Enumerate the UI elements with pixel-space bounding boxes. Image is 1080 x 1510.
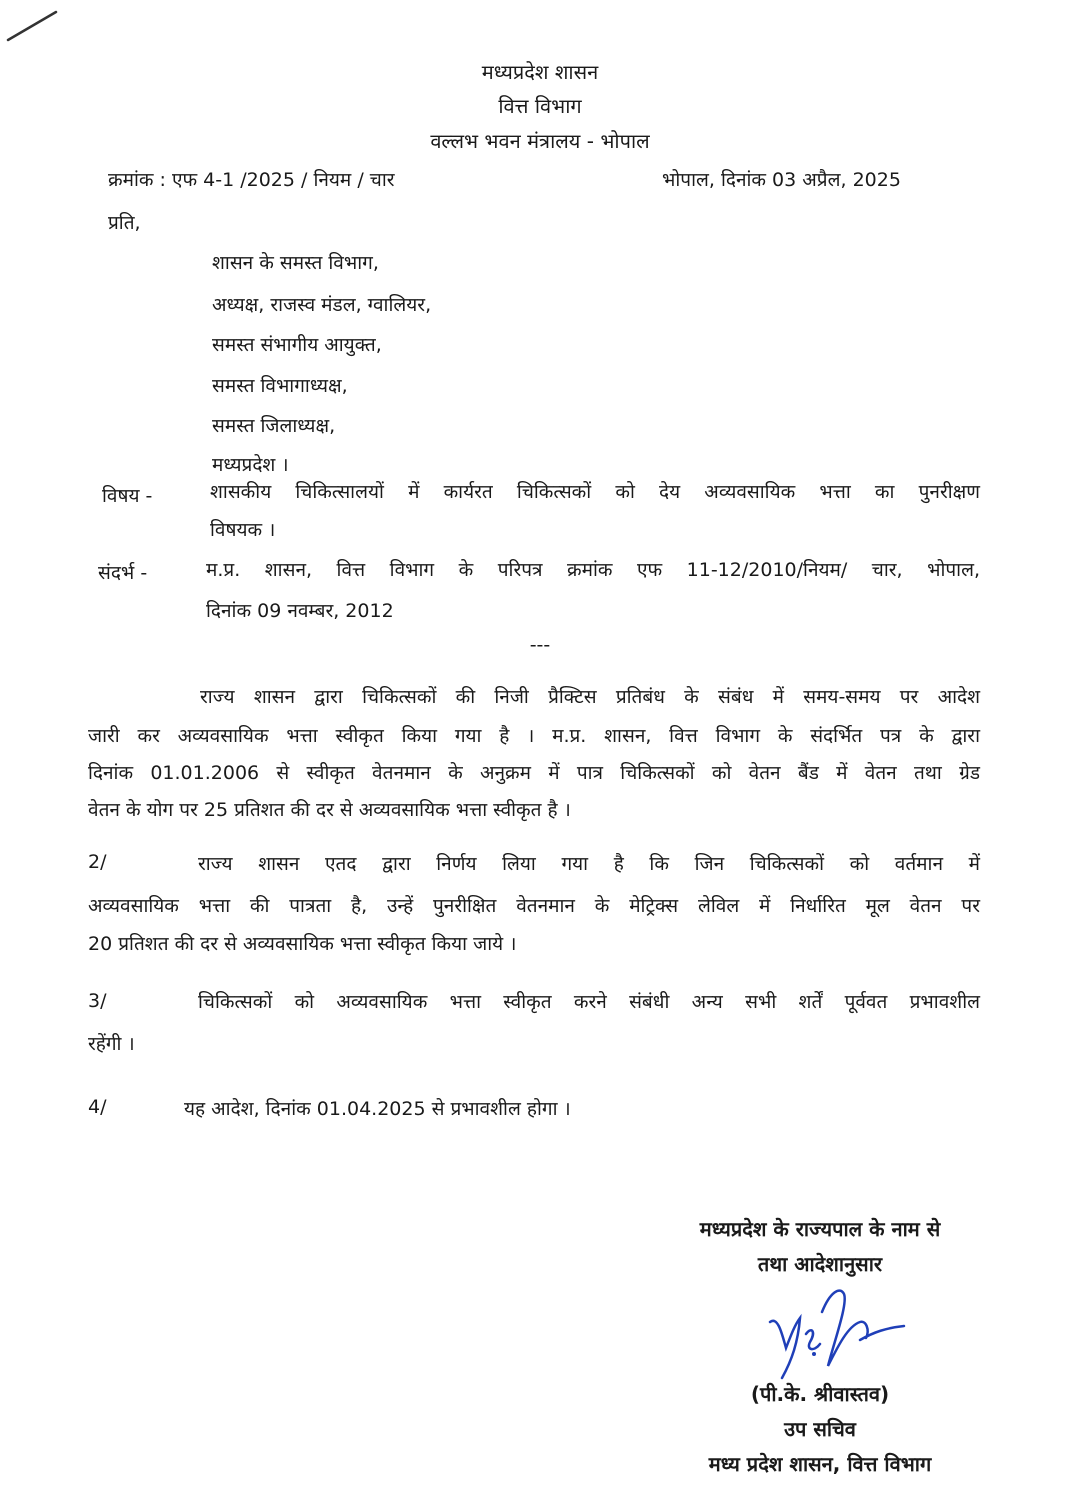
para3-number: 3/: [88, 990, 107, 1012]
para4-line: यह आदेश, दिनांक 01.04.2025 से प्रभावशील होगा ।: [184, 1098, 571, 1120]
to-label: प्रति,: [108, 212, 141, 234]
para3-line: रहेंगी ।: [88, 1033, 135, 1055]
para1-line: जारी कर अव्यवसायिक भत्ता स्वीकृत किया गया है । म.प्र. शासन, वित्त विभाग के संदर्भित पत्र के द्वारा: [88, 725, 980, 747]
para1-line: दिनांक 01.01.2006 से स्वीकृत वेतनमान के अनुक्रम में पात्र चिकित्सकों को वेतन बैंड में वेतन तथा ग्रेड: [88, 762, 980, 784]
header-department: वित्त विभाग: [498, 94, 582, 118]
subject-line: विषयक ।: [210, 519, 276, 541]
separator: ---: [529, 634, 551, 656]
reference-label: संदर्भ -: [98, 562, 148, 584]
corner-pen-mark: [0, 0, 80, 60]
signatory-name: (पी.के. श्रीवास्तव): [750, 1382, 890, 1406]
subject-line: शासकीय चिकित्सालयों में कार्यरत चिकित्सकों को देय अव्यवसायिक भत्ता का पुनरीक्षण: [210, 481, 980, 503]
para2-line: राज्य शासन एतद द्वारा निर्णय लिया गया है कि जिन चिकित्सकों को वर्तमान में: [198, 853, 980, 875]
signatory-office: मध्य प्रदेश शासन, वित्त विभाग: [708, 1452, 932, 1476]
signatory-designation: उप सचिव: [784, 1417, 856, 1441]
reference-line: दिनांक 09 नवम्बर, 2012: [206, 600, 394, 622]
handwritten-signature: [748, 1282, 918, 1392]
recipient-line: समस्त जिलाध्यक्ष,: [212, 415, 336, 437]
recipient-line: शासन के समस्त विभाग,: [212, 252, 379, 274]
header-government: मध्यप्रदेश शासन: [481, 60, 599, 84]
para2-line: अव्यवसायिक भत्ता की पात्रता है, उन्हें पुनरीक्षित वेतनमान के मेट्रिक्स लेविल में निर्धारित मूल वेतन पर: [88, 895, 980, 917]
reference-line: म.प्र. शासन, वित्त विभाग के परिपत्र क्रमांक एफ 11-12/2010/नियम/ चार, भोपाल,: [206, 559, 980, 581]
para1-line: राज्य शासन द्वारा चिकित्सकों की निजी प्रैक्टिस प्रतिबंध के संबंध में समय-समय पर आदेश: [200, 686, 980, 708]
signature-order: तथा आदेशानुसार: [757, 1252, 883, 1276]
para2-line: 20 प्रतिशत की दर से अव्यवसायिक भत्ता स्वीकृत किया जाये ।: [88, 933, 517, 955]
recipient-line: अध्यक्ष, राजस्व मंडल, ग्वालियर,: [212, 294, 432, 316]
order-date: भोपाल, दिनांक 03 अप्रैल, 2025: [662, 169, 901, 191]
para2-number: 2/: [88, 851, 107, 873]
para1-line: वेतन के योग पर 25 प्रतिशत की दर से अव्यवसायिक भत्ता स्वीकृत है ।: [88, 799, 571, 821]
recipient-line: समस्त संभागीय आयुक्त,: [212, 334, 382, 356]
order-number: क्रमांक : एफ 4-1 /2025 / नियम / चार: [108, 169, 395, 191]
header-address: वल्लभ भवन मंत्रालय - भोपाल: [430, 129, 650, 153]
recipient-line: मध्यप्रदेश ।: [212, 454, 289, 476]
subject-label: विषय -: [102, 485, 153, 507]
para3-line: चिकित्सकों को अव्यवसायिक भत्ता स्वीकृत करने संबंधी अन्य सभी शर्तें पूर्ववत प्रभावशील: [198, 991, 980, 1013]
signature-authority: मध्यप्रदेश के राज्यपाल के नाम से: [699, 1217, 941, 1241]
para4-number: 4/: [88, 1096, 107, 1118]
recipient-line: समस्त विभागाध्यक्ष,: [212, 375, 348, 397]
